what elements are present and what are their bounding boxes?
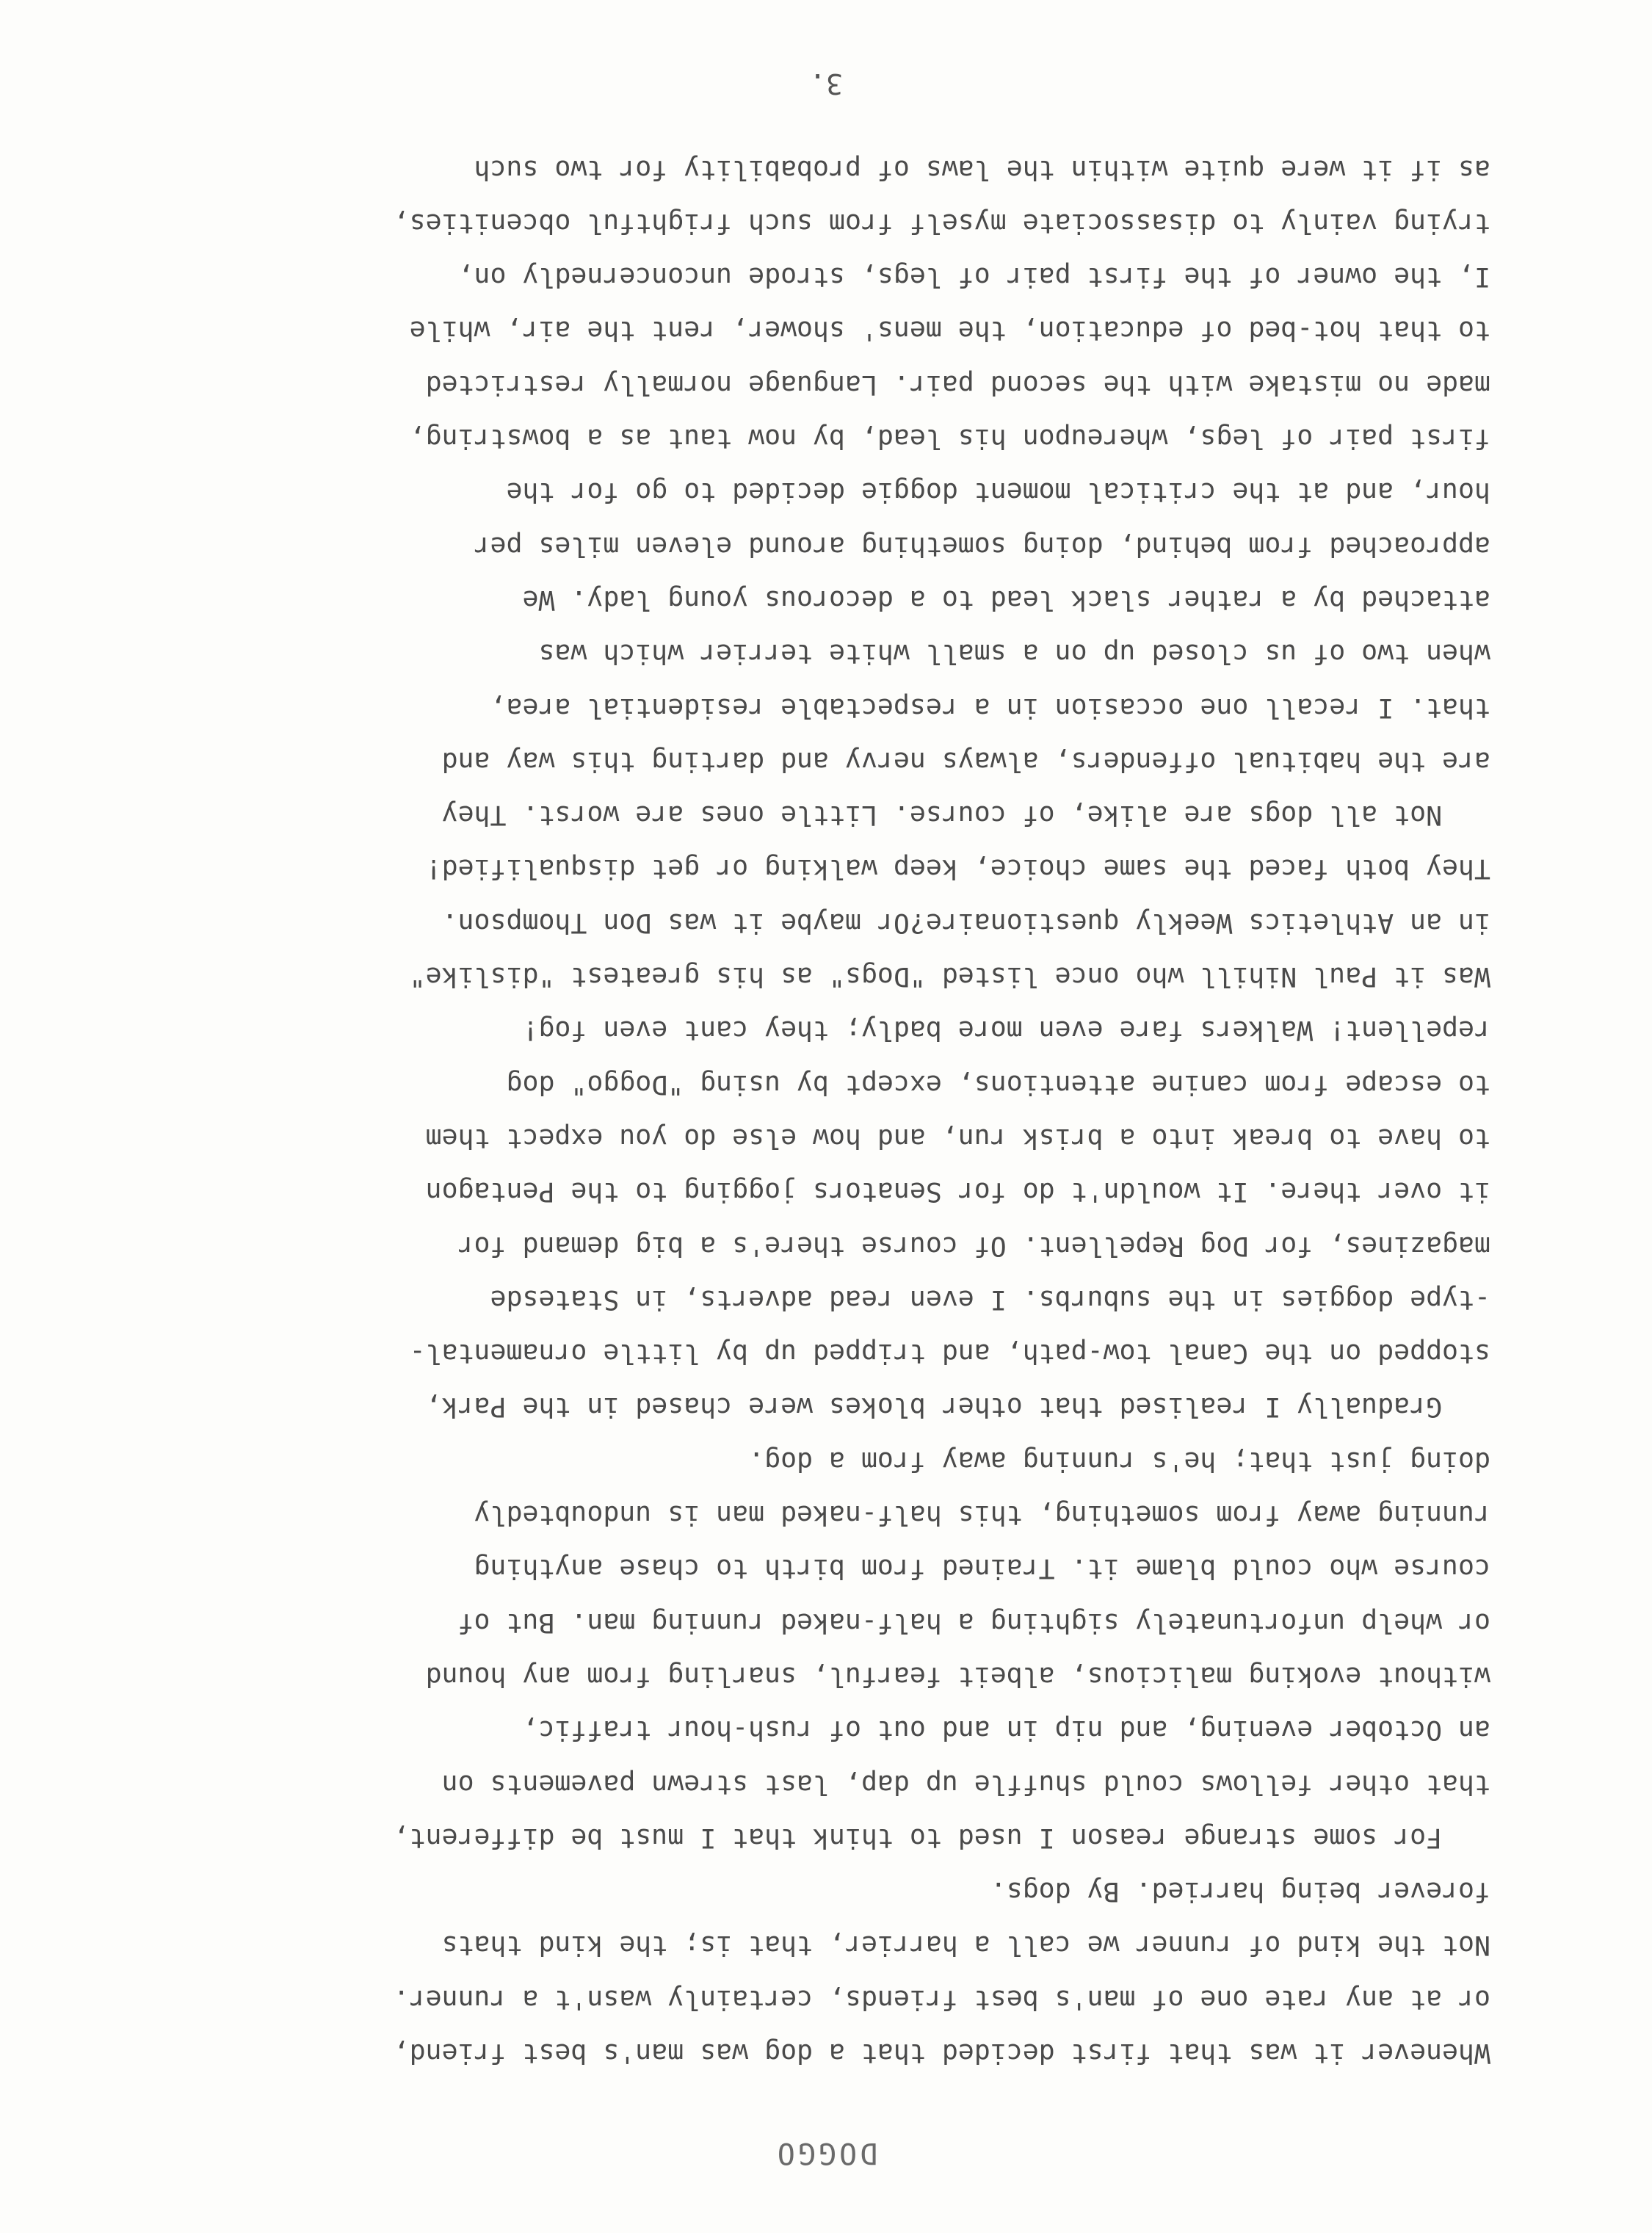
text-line: without evoking malicious, albeit fearful, snarling from any hound	[425, 1660, 1490, 1693]
text-line: hour, and at the critical moment doggie decided to go for the	[506, 477, 1490, 509]
text-line: first pair of legs, whereupon his lead, by now taut as a bowstring,	[409, 423, 1490, 455]
text-line: running away from something, this half-naked man is undoubtedly	[474, 1499, 1490, 1532]
text-line: magazines, for Dog Repellent. Of course there's a big demand for	[457, 1230, 1490, 1262]
text-line: to that hot-bed of education, the mens' shower, rent the air, while	[409, 315, 1490, 347]
text-line: or whelp unfortunately sighting a half-naked running man. But of	[457, 1607, 1490, 1639]
page-number: 3.	[809, 68, 843, 100]
text-line: or at any rate one of man's best friends, certainly wasn't a runner.	[393, 1983, 1490, 2016]
document-title: DOGGO	[774, 2136, 878, 2170]
text-line: that other fellows could shuffle up dap, last strewn pavements on	[441, 1768, 1490, 1800]
text-line: Whenever it was that first decided that a dog was man's best friend,	[393, 2038, 1490, 2069]
text-line: They both faced the same choice, keep walking or get disqualified!	[425, 853, 1490, 886]
text-line: I, the owner of the first pair of legs, strode unconcernedly on,	[457, 261, 1490, 294]
text-line: it over there. It wouldn't do for Senators jogging to the Pentagon	[425, 1176, 1490, 1209]
text-line: approached from behind, doing something around eleven miles per	[474, 530, 1490, 562]
text-line: Gradually I realised that other blokes were chased in the Park,	[425, 1391, 1490, 1424]
text-line: course who could blame it. Trained from birth to chase anything	[474, 1553, 1490, 1585]
text-line: made no mistake with the second pair. Language normally restricted	[425, 369, 1490, 401]
text-line: attached by a rather slack lead to a decorous young lady. We	[522, 584, 1490, 616]
text-line: doing just that; he's running away from a dog.	[748, 1445, 1490, 1477]
text-line: -type doggies in the suburbs. I even read adverts, in Statesde	[490, 1284, 1490, 1316]
text-line: Was it Paul Nihill who once listed "Dogs" as his greatest "dislike"	[409, 961, 1490, 994]
text-line: For some strange reason I used to think that I must be different,	[393, 1822, 1490, 1854]
text-line: an October evening, and nip in and out of rush-hour traffic,	[522, 1715, 1490, 1747]
text-line: Not the kind of runner we call a harrier, that is; the kind thats	[441, 1930, 1490, 1962]
text-line: to escape from canine attentions, except by using "Doggo" dog	[506, 1068, 1490, 1101]
text-line: in an Athletics Weekly questionaire?Or maybe it was Don Thompson.	[441, 907, 1490, 939]
text-line: Not all dogs are alike, of course. Little ones are worst. They	[441, 800, 1490, 832]
text-line: when two of us closed up on a small white terrier which was	[538, 638, 1490, 670]
text-line: to have to break into a brisk run, and how else do you expect them	[425, 1122, 1490, 1154]
text-line: stopped on the Canal tow-path, and tripped up by little ornamental-	[409, 1338, 1490, 1370]
text-line: that. I recall one occasion in a respectable residential area,	[490, 692, 1490, 724]
body-text	[154, 142, 1490, 2080]
text-line: as if it were quite within the laws of probability for two such	[474, 153, 1490, 186]
text-line: trying vainly to disassociate myself from such frightful obcenities,	[393, 207, 1490, 239]
text-line: repellent! Walkers fare even more badly; they cant even fog!	[522, 1015, 1490, 1047]
text-line: forever being harried. By dogs.	[990, 1876, 1490, 1908]
text-line: are the habitual offenders, always nervy and darting this way and	[441, 745, 1490, 778]
